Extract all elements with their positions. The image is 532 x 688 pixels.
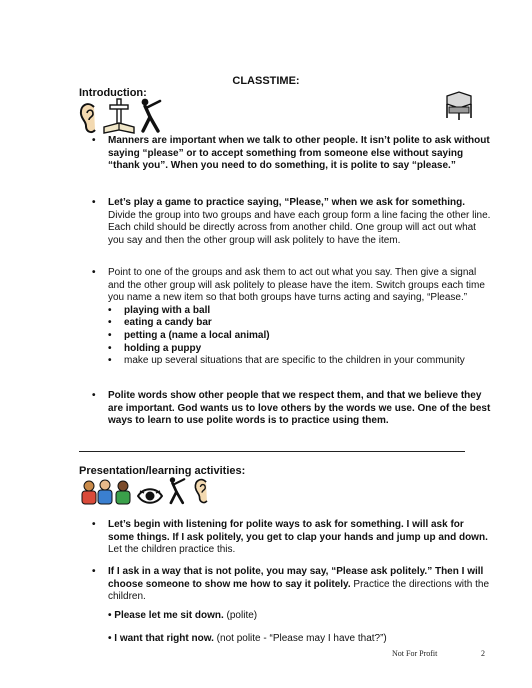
intro-bullet-2 [92, 197, 492, 247]
bullet-marker: • [92, 390, 96, 401]
bullet-marker: • [92, 566, 96, 577]
ear-icon [78, 101, 100, 135]
intro-icons-right [443, 90, 477, 122]
list-item: • petting a (name a local animal) [108, 329, 270, 341]
list-item: • holding a puppy [108, 342, 202, 354]
page-number: 2 [481, 649, 485, 658]
bullet-bold-text: Let’s begin with listening for polite ways to ask for something. I will ask for some things. If I ask politely, you get to clap your hands and jump up and down. [108, 519, 488, 543]
bullet-marker: • [92, 267, 96, 278]
list-item: • eating a candy bar [108, 317, 212, 329]
bullet-normal-text: Practice the directions with the children. [108, 578, 490, 603]
intro-bullet-4 [92, 390, 492, 428]
stretching-figure-icon [138, 97, 166, 135]
bullet-marker: • [92, 519, 96, 530]
items-list [108, 305, 492, 368]
bullet-bold-text: Manners are important when we talk to other people. It isn’t polite to ask without saying “please” or to accept something from someone else without saying “thank you”. When you need to do something, it is polite to say “please.” [108, 135, 490, 172]
bullet-marker: • [92, 135, 96, 146]
example-not-polite: • I want that right now. (not polite - “Please may I have that?”) [108, 633, 387, 644]
eye-icon [137, 486, 163, 506]
activity-bullet-2 [92, 566, 492, 604]
chair-icon [443, 90, 477, 122]
page-title: CLASSTIME: [232, 75, 300, 87]
bullet-normal-text: Point to one of the groups and ask them to act out what you say. Then give a signal and the other group will ask politely to please have the item. Switch groups each time you name a new item so that both groups have turns acting and saying, “Please.” [108, 267, 485, 304]
list-item: • playing with a ball [108, 304, 211, 316]
introduction-heading: Introduction: [79, 87, 147, 99]
bullet-bold-text: Let’s play a game to practice saying, “Please,” when we ask for something. [108, 197, 465, 208]
list-item: • make up several situations that are specific to the children in your community [108, 355, 465, 367]
ear-icon [193, 476, 211, 506]
bible-cross-icon [102, 97, 136, 135]
example-polite: • Please let me sit down. (polite) [108, 610, 258, 621]
bullet-marker: • [92, 197, 96, 208]
section-divider [79, 451, 465, 452]
children-group-icon [79, 478, 135, 506]
bullet-normal-text: Let the children practice this. [108, 544, 236, 556]
bullet-normal-text: Divide the group into two groups and have each group form a line facing the other line. Each child should be directly across from another child. One group will act out what you say and then the other group will ask politely to have the item. [108, 209, 491, 246]
intro-bullet-3 [92, 267, 492, 368]
activity-bullet-1 [92, 519, 492, 557]
intro-icons [78, 97, 166, 135]
activities-heading: Presentation/learning activities: [79, 465, 246, 477]
bullet-bold-text: If I ask in a way that is not polite, you may say, “Please ask politely.” Then I will choose someone to show me how to say it politely. [108, 566, 484, 590]
intro-bullet-1 [92, 135, 492, 173]
stretching-figure-icon [165, 476, 191, 506]
footer-text: Not For Profit [392, 649, 438, 658]
activities-icons [79, 476, 211, 506]
bullet-bold-text: Polite words show other people that we respect them, and that we believe they are important. God wants us to love others by the words we use. One of the best ways to learn to use polite words is to practice using them. [108, 390, 491, 427]
